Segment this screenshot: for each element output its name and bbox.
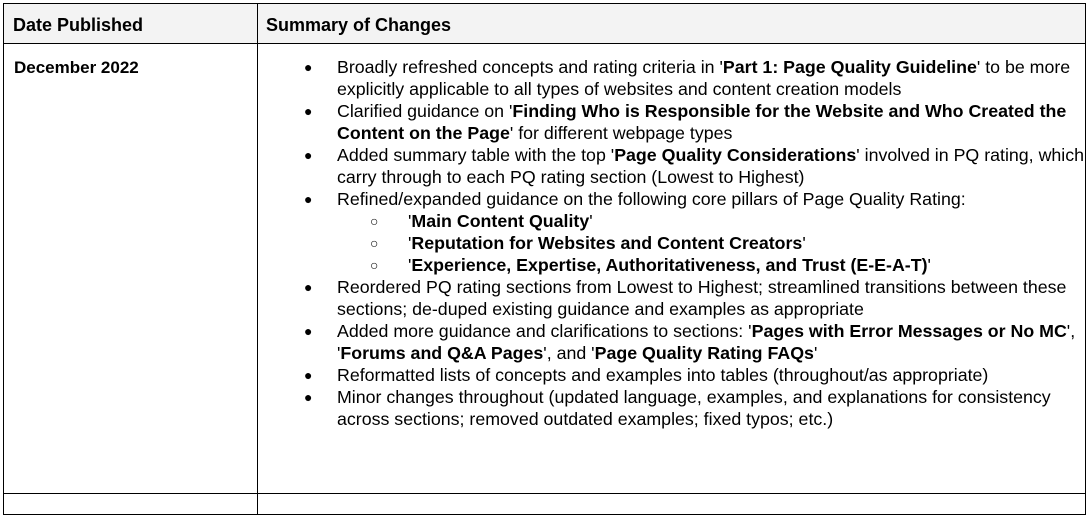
list-item	[258, 386, 1085, 430]
emphasized-text: Finding Who is Responsible for the Website and Who Created the Content on the Page	[337, 101, 1067, 143]
bullet-icon: ●	[304, 389, 313, 405]
item-text: '	[813, 343, 818, 363]
item-text: '	[927, 255, 931, 275]
item-text: '	[589, 211, 593, 231]
circle-bullet-icon: ○	[370, 257, 379, 273]
emphasized-text: Main Content Quality	[411, 211, 590, 231]
changes-table	[3, 3, 1086, 515]
item-text: Reordered PQ rating sections from Lowest to Highest; streamlined transitions between these sections; de-duped existing guidance and examples as appropriate	[337, 277, 1067, 319]
list-item	[258, 144, 1085, 188]
summary-of-changes-header: Summary of Changes	[258, 4, 1086, 44]
summary-cell-empty	[258, 494, 1086, 515]
emphasized-text: Page Quality Considerations	[614, 145, 857, 165]
table-row-partial	[4, 494, 1086, 515]
item-text: Reformatted lists of concepts and examples into tables (throughout/as appropriate)	[337, 365, 989, 385]
changes-list	[258, 56, 1085, 430]
bullet-icon: ●	[304, 147, 313, 163]
item-text: Minor changes throughout (updated language, examples, and explanations for consistency across sections; removed outdated examples; fixed typos; etc.)	[337, 387, 1051, 429]
emphasized-text: Part 1: Page Quality Guideline	[722, 57, 977, 77]
circle-bullet-icon: ○	[370, 235, 379, 251]
item-text: Refined/expanded guidance on the following core pillars of Page Quality Rating:	[337, 189, 966, 209]
bullet-icon: ●	[304, 59, 313, 75]
item-text: ', '	[337, 321, 1076, 363]
sub-list	[337, 210, 1085, 276]
item-text: ', and '	[543, 343, 595, 363]
sub-list-item	[337, 210, 1085, 232]
item-text: ' for different webpage types	[509, 123, 733, 143]
date-published-header: Date Published	[4, 4, 258, 44]
table-row	[4, 44, 1086, 494]
bullet-icon: ●	[304, 367, 313, 383]
item-text: '	[802, 233, 806, 253]
item-text: ' involved in PQ rating, which carry through to each PQ rating section (Lowest to Highest)	[337, 145, 1085, 187]
summary-cell	[258, 44, 1086, 494]
list-item	[258, 276, 1085, 320]
item-text: '	[408, 211, 412, 231]
emphasized-text: Experience, Expertise, Authoritativeness, and Trust (E-E-A-T)	[411, 255, 928, 275]
item-text: Added more guidance and clarifications to sections: '	[337, 321, 752, 341]
date-cell: December 2022	[4, 44, 258, 494]
emphasized-text: Pages with Error Messages or No MC	[751, 321, 1067, 341]
bullet-icon: ●	[304, 279, 313, 295]
item-text: Clarified guidance on '	[337, 101, 513, 121]
bullet-icon: ●	[304, 103, 313, 119]
emphasized-text: Page Quality Rating FAQs	[594, 343, 814, 363]
header-row	[4, 4, 1086, 44]
emphasized-text: Reputation for Websites and Content Creators	[411, 233, 803, 253]
date-cell-empty	[4, 494, 258, 515]
list-item	[258, 320, 1085, 364]
emphasized-text: Forums and Q&A Pages	[340, 343, 544, 363]
bullet-icon: ●	[304, 323, 313, 339]
item-text: ' to be more explicitly applicable to all types of websites and content creation models	[337, 57, 1071, 99]
item-text: Broadly refreshed concepts and rating criteria in '	[337, 57, 723, 77]
list-item	[258, 188, 1085, 276]
sub-list-item	[337, 254, 1085, 276]
list-item	[258, 56, 1085, 100]
circle-bullet-icon: ○	[370, 213, 379, 229]
item-text: '	[408, 233, 412, 253]
item-text: Added summary table with the top '	[337, 145, 615, 165]
item-text: '	[408, 255, 412, 275]
list-item	[258, 100, 1085, 144]
sub-list-item	[337, 232, 1085, 254]
list-item	[258, 364, 1085, 386]
bullet-icon: ●	[304, 191, 313, 207]
